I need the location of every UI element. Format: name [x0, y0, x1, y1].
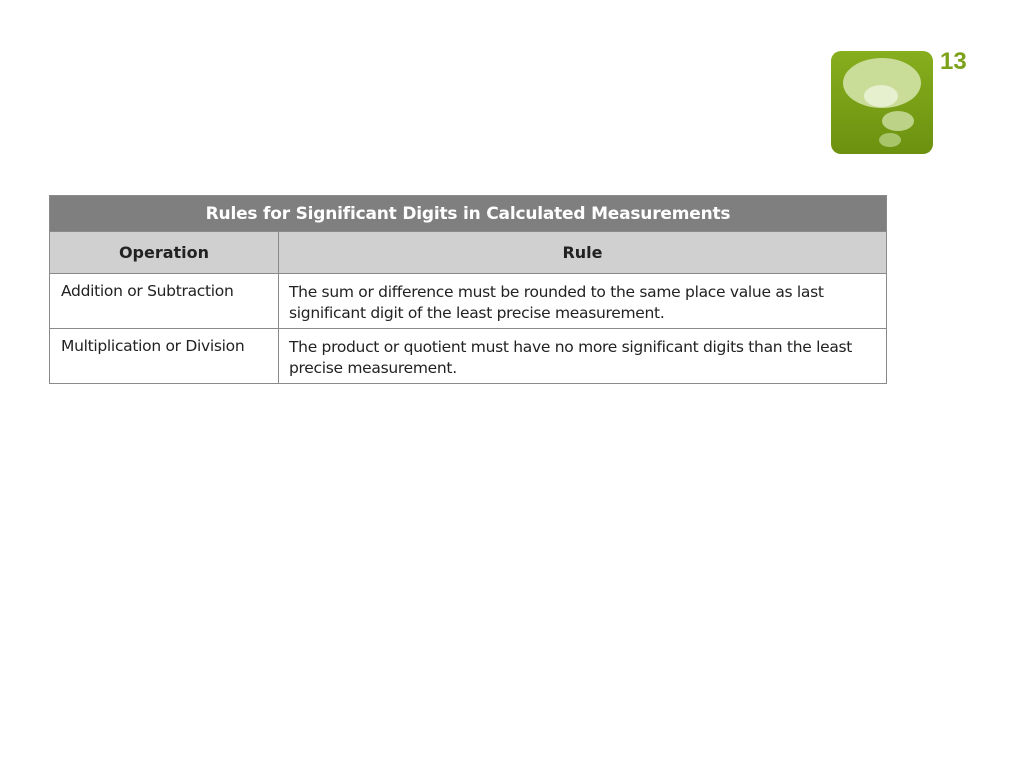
operation-cell: Multiplication or Division — [50, 329, 279, 384]
operation-cell: Addition or Subtraction — [50, 274, 279, 329]
table-header-row — [50, 232, 887, 274]
slide-number: 13 — [940, 48, 967, 75]
rule-cell: The product or quotient must have no more significant digits than the least precise measurement. — [279, 329, 887, 384]
column-header-operation: Operation — [50, 232, 279, 274]
table-row — [50, 274, 887, 329]
table-title: Rules for Significant Digits in Calculated Measurements — [50, 196, 887, 232]
table-row — [50, 329, 887, 384]
column-header-rule: Rule — [279, 232, 887, 274]
rule-cell: The sum or difference must be rounded to the same place value as last significant digit of the least precise measurement. — [279, 274, 887, 329]
table-title-row — [50, 196, 887, 232]
thought-bubble-icon — [831, 51, 933, 154]
rules-table — [49, 195, 887, 384]
